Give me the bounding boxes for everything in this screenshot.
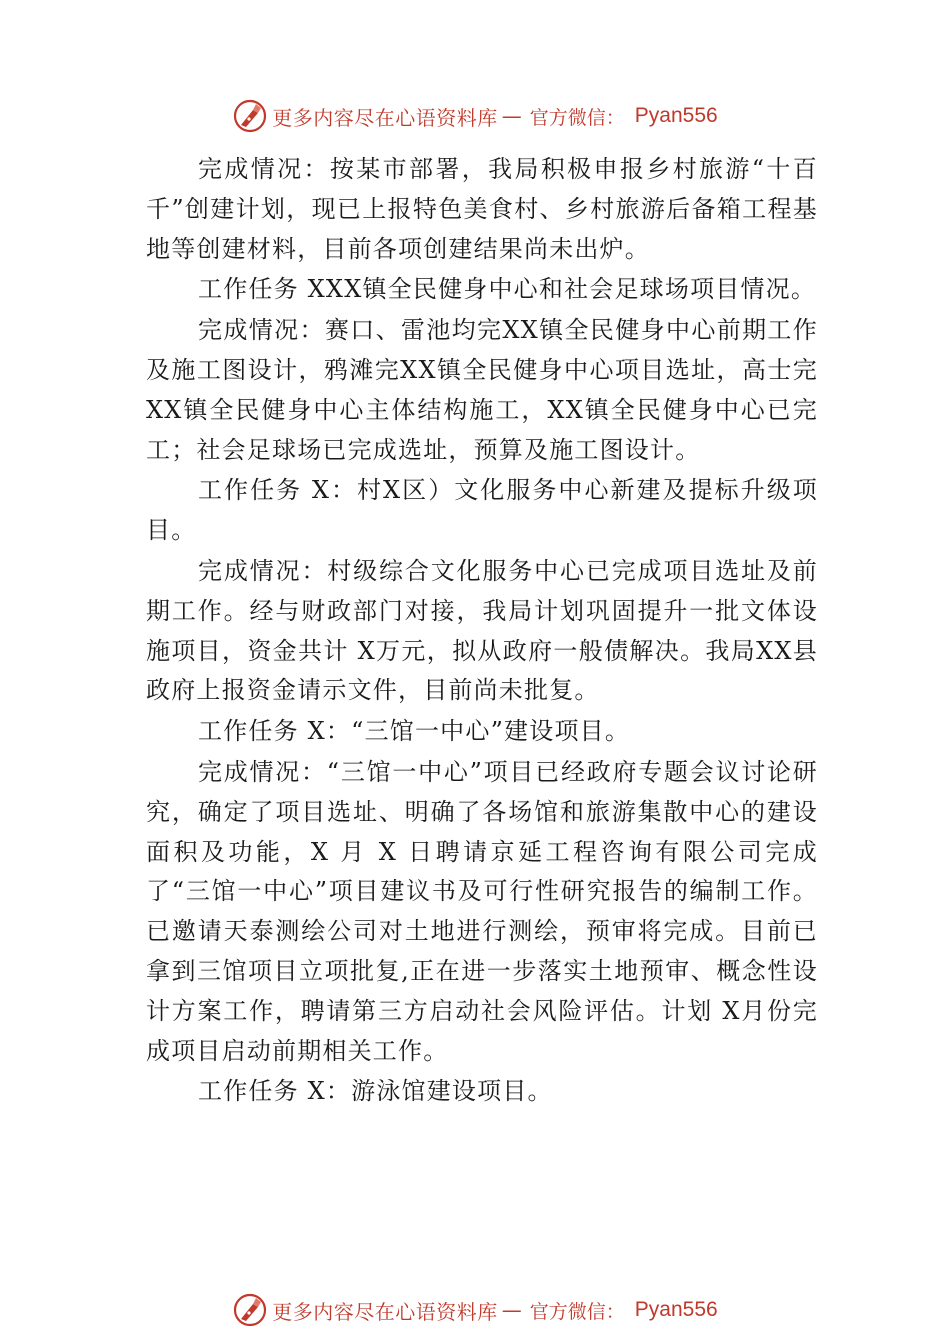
watermark-wechat-id: Pyan556: [634, 1298, 718, 1321]
paragraph: 工作任务 XXX镇全民健身中心和社会足球场项目情况。: [198, 275, 817, 304]
footer-watermark: [0, 1290, 950, 1330]
header-watermark: [0, 96, 950, 136]
watermark-wechat-label: 官方微信：: [529, 1300, 625, 1323]
pen-nib-logo-icon: [232, 98, 268, 134]
watermark-dash: —: [501, 104, 522, 128]
pen-nib-logo-icon: [232, 1292, 268, 1328]
watermark-dash: —: [501, 1298, 522, 1322]
paragraph: 工作任务 X：村X区）文化服务中心新建及提标升级项目。: [146, 476, 818, 545]
paragraph: 工作任务 X：“三馆一中心”建设项目。: [198, 717, 631, 746]
paragraph: 工作任务 X：游泳馆建设项目。: [198, 1077, 553, 1106]
watermark-wechat-label: 官方微信：: [529, 106, 625, 129]
paragraph: 完成情况：“三馆一中心”项目已经政府专题会议讨论研究，确定了项目选址、明确了各场馆和旅游集散中心的建设面积及功能，X 月 X 日聘请京延工程咨询有限公司完成了“三馆一中心”项目建议书及可行性研究报告的编制工作。 已邀请天泰测绘公司对土地进行测绘，预审将完成。目前已拿到三馆项目立项批复,正在进一步落实土地预审、概念性设计方案工作，聘请第三方启动社会风险评估。计划 X月份完成项目启动前期相关工作。: [146, 757, 818, 1065]
watermark-text: 更多内容尽在心语资料库: [272, 105, 498, 130]
watermark-wechat-id: Pyan556: [634, 104, 718, 127]
watermark-text: 更多内容尽在心语资料库: [272, 1299, 498, 1324]
paragraph: 完成情况：村级综合文化服务中心已完成项目选址及前期工作。经与财政部门对接，我局计划巩固提升一批文体设施项目，资金共计 X万元，拟从政府一般债解决。我局XX县政府上报资金请示文件，目前尚未批复。: [146, 556, 818, 705]
document-body: [146, 150, 818, 1113]
paragraph: 完成情况：赛口、雷池均完XX镇全民健身中心前期工作及施工图设计，鸦滩完XX镇全民健身中心项目选址，高士完XX镇全民健身中心主体结构施工，XX镇全民健身中心已完工；社会足球场已完成选址，预算及施工图设计。: [146, 316, 818, 464]
paragraph: 完成情况：按某市部署，我局积极申报乡村旅游“十百千”创建计划，现已上报特色美食村、乡村旅游后备箱工程基地等创建材料，目前各项创建结果尚未出炉。: [146, 155, 818, 263]
